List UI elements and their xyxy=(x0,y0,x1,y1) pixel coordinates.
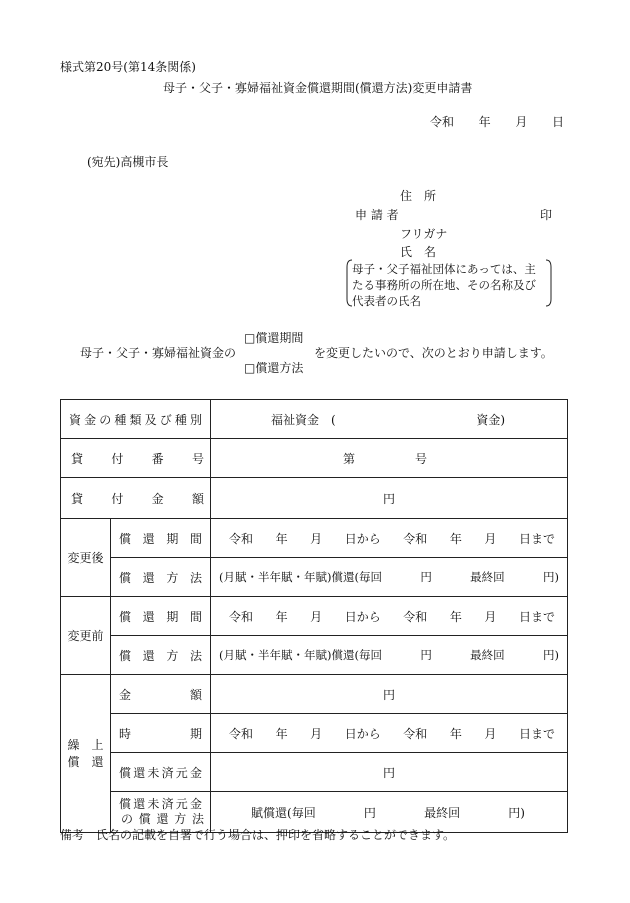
addressee: (宛先)高槻市長 xyxy=(87,155,169,169)
after-method-label-cell xyxy=(111,558,211,597)
statement-prefix: 母子・父子・寡婦福祉資金の xyxy=(80,346,237,360)
organization-note xyxy=(346,259,552,307)
before-period-label: 償 還 期 間 xyxy=(119,609,202,624)
statement-suffix: を変更したいので、次のとおり申請します。 xyxy=(314,346,553,360)
before-method-label: 償 還 方 法 xyxy=(119,648,202,663)
fund-type-label-cell xyxy=(61,400,211,439)
early-timing-value[interactable]: 令和 年 月 日から 令和 年 月 日まで xyxy=(211,714,568,753)
checkbox-repayment-period[interactable]: □償還期間 xyxy=(244,331,304,345)
before-period-value[interactable]: 令和 年 月 日から 令和 年 月 日まで xyxy=(211,597,568,636)
date-line xyxy=(430,116,564,128)
note-line-2: たる事務所の所在地、その名称及び xyxy=(352,278,536,292)
early-unpaid-method-label: 償 還 未 済 元 金 の 償 還 方 法 xyxy=(119,797,205,826)
table-row xyxy=(61,519,568,558)
loan-number-suffix: 号 xyxy=(415,451,428,466)
fund-type-value[interactable] xyxy=(211,400,568,439)
early-amount-label-cell xyxy=(111,675,211,714)
table-row xyxy=(61,558,568,597)
address-label: 住 所 xyxy=(400,189,437,203)
table-row xyxy=(61,439,568,478)
loan-amount-value[interactable] xyxy=(211,478,568,519)
early-timing-label-cell xyxy=(111,714,211,753)
early-unpaid-label: 償 還 未 済 元 金 xyxy=(119,765,202,780)
loan-amount-label-cell xyxy=(61,478,211,519)
table-row xyxy=(61,597,568,636)
early-amount-value[interactable]: 円 xyxy=(211,675,568,714)
loan-number-label-cell xyxy=(61,439,211,478)
table-row xyxy=(61,400,568,439)
application-table xyxy=(60,399,568,833)
loan-number-label: 貸 付 番 号 xyxy=(71,451,204,466)
after-period-label-cell xyxy=(111,519,211,558)
after-period-value[interactable]: 令和 年 月 日から 令和 年 月 日まで xyxy=(211,519,568,558)
table-row xyxy=(61,675,568,714)
loan-amount-label: 貸 付 金 額 xyxy=(71,491,204,506)
table-row xyxy=(61,636,568,675)
early-amount-label: 金 額 xyxy=(119,687,203,702)
after-method-label: 償 還 方 法 xyxy=(119,570,202,585)
early-group-line-1: 繰 上 xyxy=(67,737,104,752)
before-method-label-cell xyxy=(111,636,211,675)
early-unpaid-label-cell xyxy=(111,753,211,792)
loan-number-value[interactable] xyxy=(211,439,568,478)
seal-label: 印 xyxy=(540,208,553,222)
page-title: 母子・父子・寡婦福祉資金償還期間(償還方法)変更申請書 xyxy=(163,81,473,95)
early-timing-label: 時 期 xyxy=(119,726,203,741)
form-number: 様式第20号(第14条関係) xyxy=(60,60,196,74)
date-era: 令和 xyxy=(430,115,455,129)
after-method-value[interactable]: (月賦・半年賦・年賦)償還(毎回 円 最終回 円) xyxy=(211,558,568,597)
early-unpaid-value[interactable]: 円 xyxy=(211,753,568,792)
table-row xyxy=(61,792,568,833)
remarks: 備考 氏名の記載を自署で行う場合は、押印を省略することができます。 xyxy=(60,828,456,842)
note-line-3: 代表者の氏名 xyxy=(352,294,421,308)
date-year: 年 xyxy=(478,115,491,129)
fund-type-suffix: 資金) xyxy=(476,412,506,427)
fund-type-prefix: 福祉資金 ( xyxy=(271,412,336,427)
date-month: 月 xyxy=(515,115,528,129)
early-unpaid-method-value[interactable]: 賦償還(毎回 円 最終回 円) xyxy=(211,792,568,833)
checkbox-repayment-method[interactable]: □償還方法 xyxy=(244,361,304,375)
table-row xyxy=(61,478,568,519)
loan-number-prefix: 第 xyxy=(343,451,356,466)
early-repayment-group xyxy=(61,675,111,833)
note-line-1: 母子・父子福祉団体にあっては、主 xyxy=(352,262,536,276)
fund-type-label: 資 金 の 種 類 及 び 種 別 xyxy=(69,412,203,427)
early-unpaid-method-label-cell xyxy=(111,792,211,833)
after-change-group: 変更後 xyxy=(61,519,111,597)
table-row xyxy=(61,714,568,753)
table-row xyxy=(61,753,568,792)
date-day: 日 xyxy=(551,115,564,129)
furigana-label: フリガナ xyxy=(400,227,448,241)
before-method-value[interactable]: (月賦・半年賦・年賦)償還(毎回 円 最終回 円) xyxy=(211,636,568,675)
after-period-label: 償 還 期 間 xyxy=(119,531,202,546)
early-group-line-2: 償 還 xyxy=(67,754,104,769)
before-change-group: 変更前 xyxy=(61,597,111,675)
applicant-label: 申 請 者 xyxy=(355,208,399,222)
loan-amount-yen: 円 xyxy=(383,491,396,506)
name-label: 氏 名 xyxy=(400,245,437,259)
before-period-label-cell xyxy=(111,597,211,636)
